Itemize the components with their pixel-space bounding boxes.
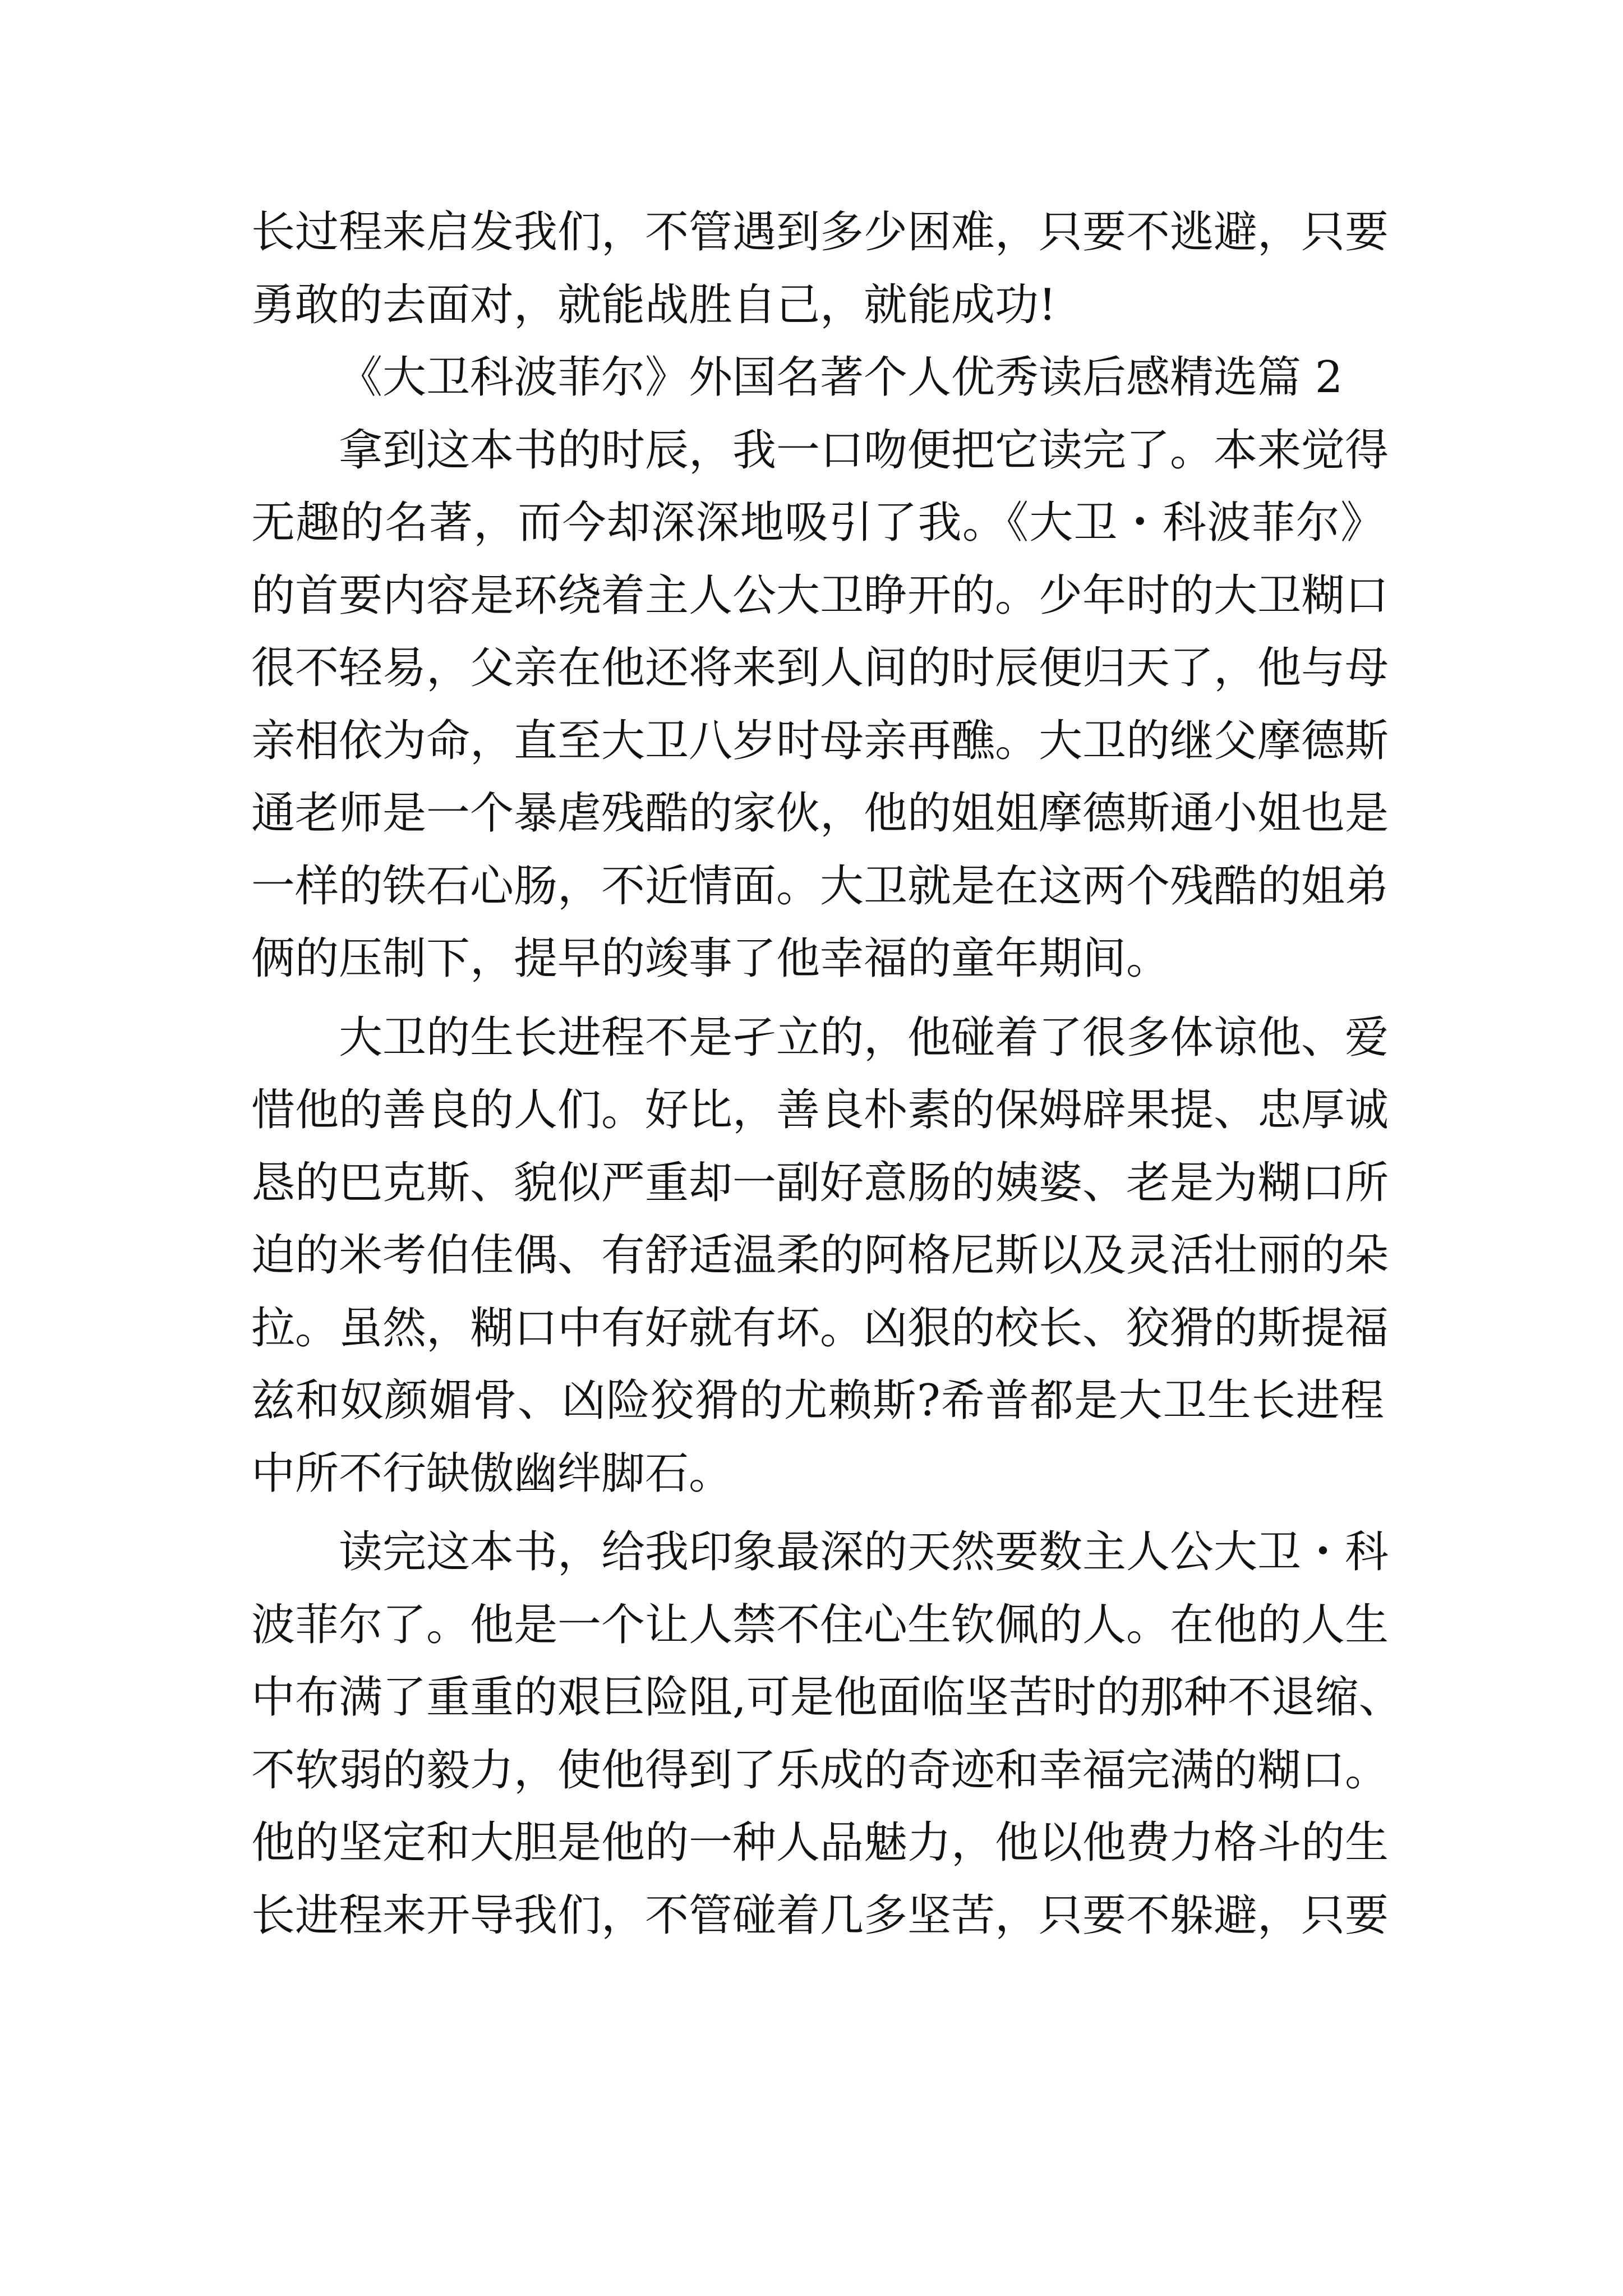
- text-line: 的首要内容是环绕着主人公大卫睁开的。少年时的大卫糊口: [251, 570, 1389, 621]
- text-line: 亲相依为命，直至大卫八岁时母亲再醮。大卫的继父摩德斯: [251, 715, 1389, 766]
- text-line: 很不轻易，父亲在他还将来到人间的时辰便归天了，他与母: [251, 643, 1389, 693]
- text-line: 勇敢的去面对，就能战胜自己，就能成功!: [251, 279, 1057, 330]
- text-line: 中所不行缺傲幽绊脚石。: [251, 1448, 733, 1499]
- text-line: 俩的压制下，提早的竣事了他幸福的童年期间。: [251, 933, 1170, 984]
- text-line: 迫的米考伯佳偶、有舒适温柔的阿格尼斯以及灵活壮丽的朵: [251, 1230, 1389, 1281]
- text-line: 兹和奴颜媚骨、凶险狡猾的尤赖斯?希普都是大卫生长进程: [251, 1375, 1384, 1426]
- text-line: 大卫的生长进程不是孑立的，他碰着了很多体谅他、爱: [339, 1012, 1389, 1063]
- text-line: 长进程来开导我们，不管碰着几多坚苦，只要不躲避，只要: [251, 1890, 1389, 1941]
- document-body: [251, 196, 1403, 1952]
- text-line: 一样的铁石心肠，不近情面。大卫就是在这两个残酷的姐弟: [251, 861, 1389, 912]
- text-line: 拿到这本书的时辰，我一口吻便把它读完了。本来觉得: [339, 425, 1389, 476]
- text-line: 拉。虽然，糊口中有好就有坏。凶狠的校长、狡猾的斯提福: [251, 1303, 1389, 1354]
- text-line: 长过程来启发我们，不管遇到多少困难，只要不逃避，只要: [251, 207, 1389, 257]
- text-line: 不软弱的毅力，使他得到了乐成的奇迹和幸福完满的糊口。: [251, 1745, 1389, 1796]
- text-line: 通老师是一个暴虐残酷的家伙，他的姐姐摩德斯通小姐也是: [251, 788, 1389, 839]
- paragraph-gap: [251, 996, 1384, 1002]
- text-line: 惜他的善良的人们。好比，善良朴素的保姆辟果提、忠厚诚: [251, 1085, 1389, 1135]
- text-line: 中布满了重重的艰巨险阻,可是他面临坚苦时的那种不退缩、: [251, 1672, 1403, 1723]
- text-line: 波菲尔了。他是一个让人禁不住心生钦佩的人。在他的人生: [251, 1599, 1389, 1650]
- text-line: 他的坚定和大胆是他的一种人品魅力，他以他费力格斗的生: [251, 1818, 1389, 1868]
- paragraph-gap: [251, 1510, 1384, 1516]
- section-title: 《大卫科波菲尔》外国名著个人优秀读后感精选篇 2: [339, 352, 1343, 403]
- text-line: 无趣的名著，而今却深深地吸引了我。《大卫・科波菲尔》: [251, 498, 1384, 548]
- text-line: 恳的巴克斯、貌似严重却一副好意肠的姨婆、老是为糊口所: [251, 1157, 1389, 1208]
- text-line: 读完这本书，给我印象最深的天然要数主人公大卫・科: [339, 1527, 1389, 1577]
